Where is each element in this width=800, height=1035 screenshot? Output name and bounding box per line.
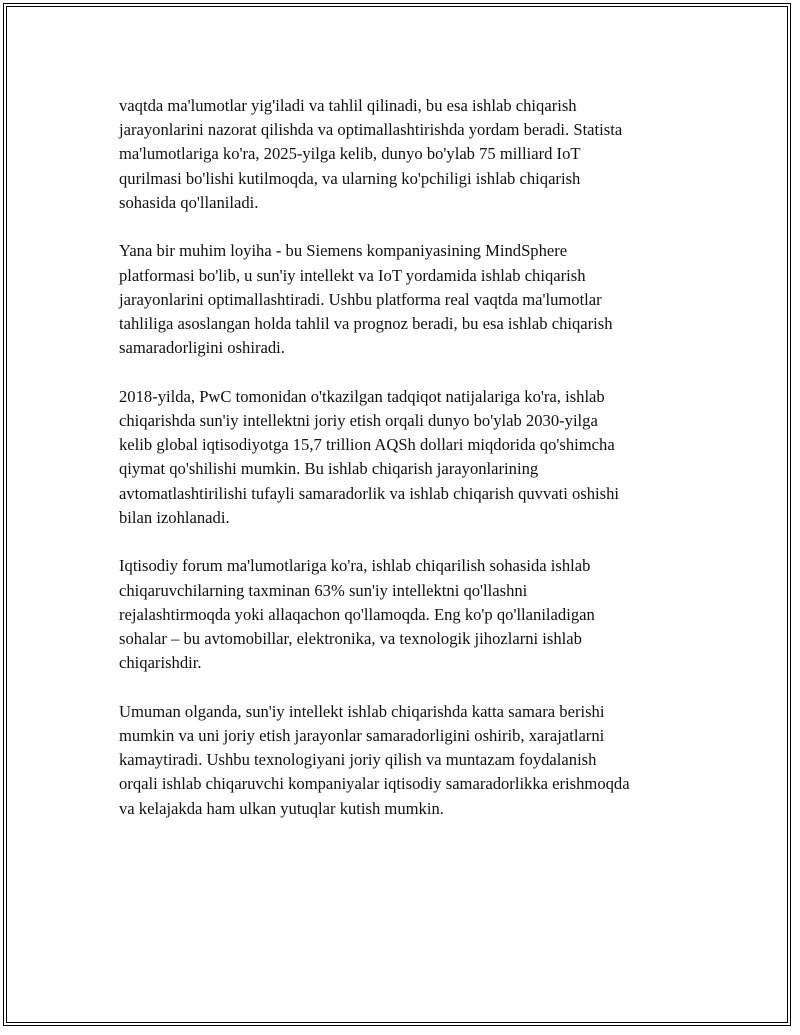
document-body (119, 94, 699, 845)
paragraph-4: Iqtisodiy forum ma'lumotlariga ko'ra, ishlab chiqarilish sohasida ishlab chiqaruvchilarning taxminan 63% sun'iy intellektni qo'llashni rejalashtirmoqda yoki allaqachon qo'llamoqda. Eng ko'p qo'llaniladigan sohalar – bu avtomobillar, elektronika, va texnologik jihozlarni ishlab chiqarishdir. (119, 556, 595, 673)
paragraph-3: 2018-yilda, PwC tomonidan o'tkazilgan tadqiqot natijalariga ko'ra, ishlab chiqarishda sun'iy intellektni joriy etish orqali dunyo bo'ylab 2030-yilga kelib global iqtisodiyotga 15,7 trillion AQSh dollari miqdorida qo'shimcha qiymat qo'shilishi mumkin. Bu ishlab chiqarish jarayonlarining avtomatlashtirilishi tufayli samaradorlik va ishlab chiqarish quvvati oshishi bilan izohlanadi. (119, 386, 620, 527)
paragraph-1: vaqtda ma'lumotlar yig'iladi va tahlil qilinadi, bu esa ishlab chiqarish jarayonlarini nazorat qilishda va optimallashtirishda yordam beradi. Statista ma'lumotlariga ko'ra, 2025-yilga kelib, dunyo bo'ylab 75 milliard IoT qurilmasi bo'lishi kutilmoqda, va ularning ko'pchiligi ishlab chiqarish sohasida qo'llaniladi. (119, 96, 623, 212)
paragraph-2: Yana bir muhim loyiha - bu Siemens kompaniyasining MindSphere platformasi bo'lib, u sun'iy intellekt va IoT yordamida ishlab chiqarish jarayonlarini optimallashtiradi. Ushbu platforma real vaqtda ma'lumotlar tahliliga asoslangan holda tahlil va prognoz beradi, bu esa ishlab chiqarish samaradorligini oshiradi. (119, 241, 613, 358)
paragraph-5: Umuman olganda, sun'iy intellekt ishlab chiqarishda katta samara berishi mumkin va uni joriy etish jarayonlar samaradorligini oshirib, xarajatlarni kamaytiradi. Ushbu texnologiyani joriy qilish va muntazam foydalanish orqali ishlab chiqaruvchi kompaniyalar iqtisodiy samaradorlikka erishmoqda va kelajakda ham ulkan yutuqlar kutish mumkin. (119, 701, 630, 818)
